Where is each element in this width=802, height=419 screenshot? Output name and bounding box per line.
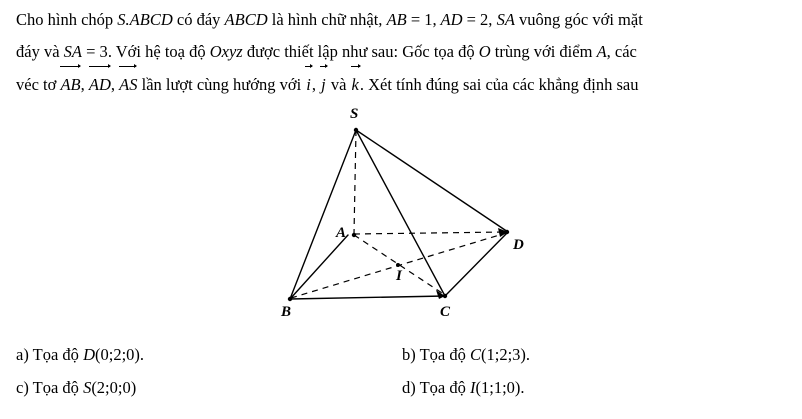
coordinate-system: Oxyz [209, 42, 243, 62]
vertex-label-i: I [396, 268, 402, 284]
problem-text-2b: . Với hệ toạ độ [107, 42, 210, 62]
answer-b-coords: (1;2;3) [481, 345, 526, 364]
answer-row-1 [16, 345, 788, 365]
problem-text-2c: được thiết lập như sau: Gốc tọa độ [242, 42, 479, 62]
edge-ad-dashed [354, 232, 506, 234]
answer-c-coords: (2;0;0) [91, 378, 137, 397]
answer-c-label: c) Tọa độ [16, 378, 84, 397]
answer-d-point: I [469, 378, 476, 397]
comma-2: , [110, 75, 120, 95]
problem-text-3a: véc tơ [16, 75, 61, 95]
answer-d-coords: (1;1;0) [475, 378, 521, 397]
dot-b [288, 297, 292, 301]
dot-i [396, 263, 400, 267]
dot-s [354, 128, 358, 132]
solid-name: S.ABCD [117, 10, 173, 29]
vertex-label-a: A [336, 225, 347, 241]
problem-text-3b: lần lượt cùng hướng với [137, 75, 306, 95]
problem-text-1c: là hình chữ nhật, [267, 10, 387, 29]
edge-ba [290, 235, 348, 299]
problem-statement [16, 4, 788, 102]
vertex-label-s: S [350, 106, 359, 122]
problem-text-2e: , các [606, 42, 637, 62]
comma-3: , [311, 75, 321, 95]
comma-1: , [80, 75, 89, 95]
base-name: ABCD [224, 10, 268, 29]
point-a: A [596, 42, 607, 62]
answer-c-point: S [83, 378, 92, 397]
answer-b-label: b) Tọa độ [402, 345, 470, 364]
problem-text-1d: vuông góc với mặt [514, 10, 643, 29]
sa-value: = 3 [82, 42, 108, 62]
edge-bc [290, 296, 445, 299]
segment-sa: SA [492, 10, 515, 29]
edge-sa-dashed [354, 130, 356, 234]
segment-ad: AD [436, 10, 463, 29]
answer-row-2 [16, 378, 788, 398]
edge-sd [356, 130, 508, 232]
problem-text-3d: . Xét tính đúng sai của các khẳng định sau [359, 75, 639, 95]
arrow-heads [436, 228, 508, 299]
vertex-label-c: C [440, 304, 451, 320]
vector-k: k [351, 69, 360, 101]
answer-a-label: a) Tọa độ [16, 345, 84, 364]
problem-text-3c: và [326, 75, 351, 95]
problem-text-2d: trùng với điểm [490, 42, 597, 62]
answer-option-a [16, 345, 402, 365]
dot-a [352, 233, 356, 237]
pyramid-svg [250, 104, 570, 334]
dot-d [505, 230, 509, 234]
answer-a-coords: (0;2;0) [94, 345, 140, 364]
segment-sa-2: SA [63, 42, 82, 62]
answer-d-tail: . [520, 378, 525, 397]
answer-a-tail: . [139, 345, 145, 364]
answer-option-d [402, 378, 788, 398]
vector-as: AS [119, 68, 137, 101]
vector-i: i [305, 69, 312, 101]
answer-b-point: C [469, 345, 481, 364]
vector-ab: AB [60, 68, 80, 101]
edge-cd [445, 232, 508, 296]
answer-b-tail: . [525, 345, 531, 364]
answer-option-b [402, 345, 788, 365]
problem-text-2a: đáy và [16, 42, 64, 62]
vector-ad: AD [89, 68, 111, 101]
answer-d-label: d) Tọa độ [402, 378, 470, 397]
ab-value: = 1, [406, 10, 437, 29]
answer-options [16, 345, 788, 411]
vertex-label-d: D [513, 237, 524, 253]
vector-j: j [320, 69, 327, 101]
ad-value: = 2, [462, 10, 493, 29]
problem-line-1 [16, 4, 788, 36]
geometry-figure [250, 104, 570, 334]
problem-line-2 [16, 36, 788, 68]
segment-ab: AB [386, 10, 407, 29]
edge-sb [290, 130, 356, 299]
dot-c [443, 294, 447, 298]
problem-text-1a: Cho hình chóp [16, 10, 118, 29]
answer-option-c [16, 378, 402, 398]
problem-text-1b: có đáy [172, 10, 225, 29]
vertex-label-b: B [281, 304, 292, 320]
origin-label: O [478, 42, 491, 62]
answer-a-point: D [83, 345, 95, 364]
problem-line-3 [16, 68, 788, 101]
